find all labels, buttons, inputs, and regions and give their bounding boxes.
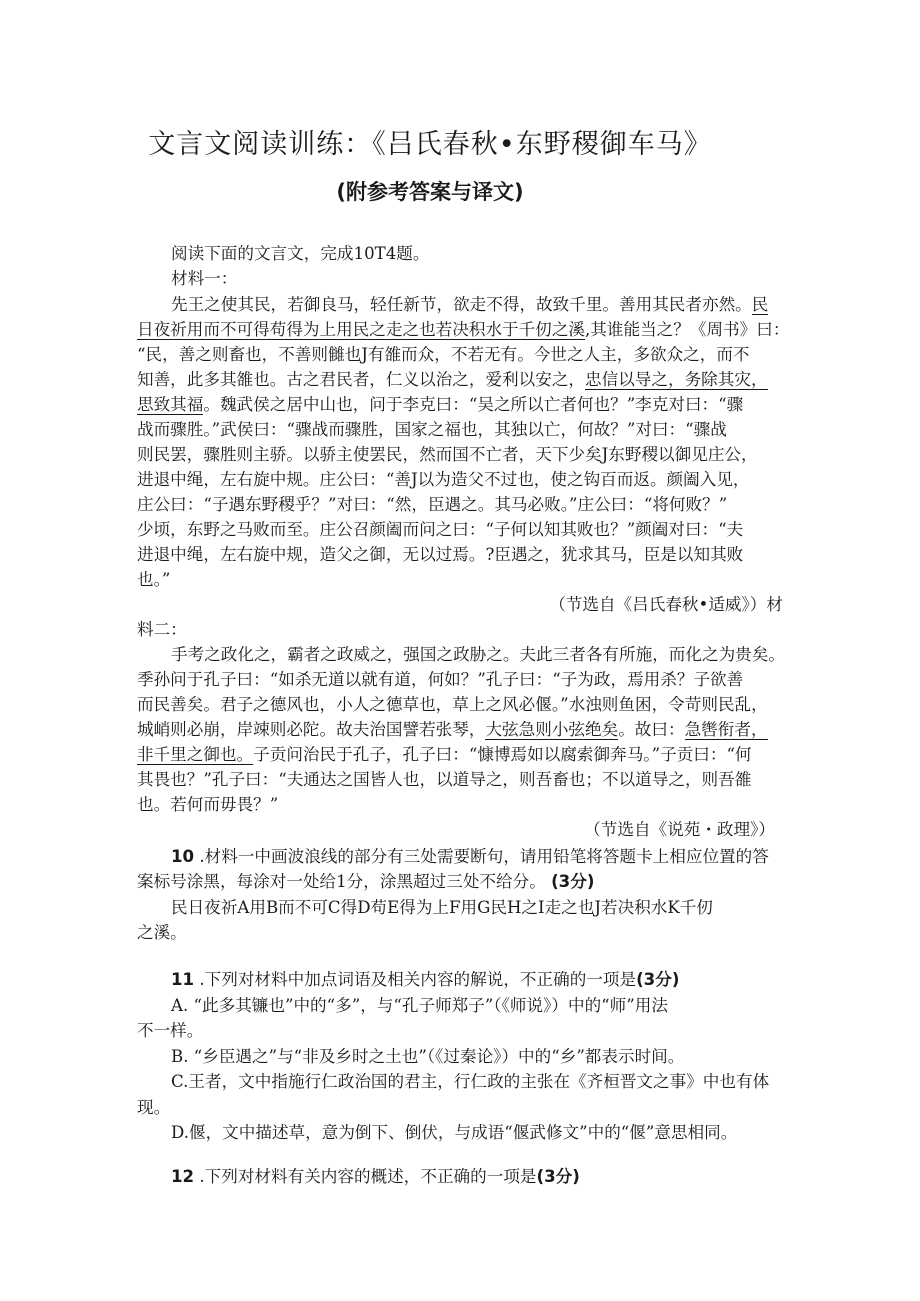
- m1-line: 思致其福。魏武侯之居中山也，问于李克曰：“吴之所以亡者何也？”李克对曰：“骤: [137, 395, 744, 414]
- m1-line: 庄公曰：“子遇东野稷乎？”对曰：“然，臣遇之。其马必败。”庄公曰：“将何败？”: [137, 495, 728, 514]
- option-c: C.王者，文中指施行仁政治国的君主，行仁政的主张在《齐桓晋文之事》中也有体: [171, 1072, 770, 1091]
- m1-line: 则民罢，骤胜则主骄。以骄主使罢民，然而国不亡者，天下少矣J东野稷以御见庄公，: [137, 445, 758, 464]
- m1-line: 日夜祈用而不可得苟得为上用民之走之也若决积水于千仞之溪,其谁能当之？《周书》曰：: [137, 320, 790, 339]
- m1-line: “民，善之则畜也，不善则雠也J有雒而众，不若无有。今世之人主，多欲众之，而不: [137, 345, 750, 364]
- option-c-cont: 现。: [137, 1098, 171, 1117]
- document-subtitle: (附参考答案与译文): [336, 180, 524, 204]
- m1-line: 也。”: [137, 570, 171, 589]
- m1-line: 少顷，东野之马败而至。庄公召颜阖而问之曰：“子何以知其败也？”颜阖对曰：“夫: [137, 520, 744, 539]
- m2-line: 而民善矣。君子之德风也，小人之德草也，草上之风必偃。”水浊则鱼困，令苛则民乱，: [137, 695, 768, 714]
- question-10: 10 .材料一中画波浪线的部分有三处需要断句，请用铅笔将答题卡上相应位置的答: [171, 847, 769, 866]
- wavy-underline-passage: 日夜祈用而不可得苟得为上用民之走之也若决积水于千仞之溪: [137, 320, 586, 339]
- question-11: 11 .下列对材料中加点词语及相关内容的解说，不正确的一项是(3分): [171, 970, 680, 989]
- option-d: D.偃，文中描述草，意为倒下、倒伏，与成语“偃武修文”中的“偃”意思相同。: [171, 1123, 738, 1142]
- question-12: 12 .下列对材料有关内容的概述，不正确的一项是(3分): [171, 1167, 580, 1186]
- m2-line: 其畏也？”孔子曰：“夫通达之国皆人也，以道导之，则吾畜也；不以道导之，则吾雒: [137, 770, 752, 789]
- intro-line: 阅读下面的文言文，完成10T4题。: [171, 244, 430, 263]
- material-two-label: 料二：: [137, 620, 187, 639]
- document-title: 文言文阅读训练：《吕氏春秋•东野稷御车马》: [148, 129, 712, 160]
- m1-source: （节选自《吕氏春秋•适威》）材: [549, 595, 783, 614]
- m1-line: 先王之使其民，若御良马，轻任新节，欲走不得，故致千里。善用其民者亦然。民: [171, 295, 769, 314]
- m1-line: 战而骤胜。”武侯曰：“骤战而骤胜，国家之福也，其独以亡，何故？”对曰：“骤战: [137, 420, 727, 439]
- option-b: B. “乡臣遇之”与“非及乡时之土也”（《过秦论》）中的“乡”都表示时间。: [171, 1047, 685, 1066]
- question-10-sentence: 民日夜祈A用B而不可C得D苟E得为上F用G民H之I走之也J若决积水K千仞: [171, 898, 713, 917]
- m2-line: 也。若何而毋畏？”: [137, 795, 279, 814]
- option-a: A. “此多其镰也”中的“多”，与“孔子师郑子”（《师说》）中的“师”用法: [171, 996, 668, 1015]
- option-a-cont: 不一样。: [137, 1021, 204, 1040]
- m1-line: 知善，此多其雒也。古之君民者，仁义以治之，爱利以安之，忠信以导之，务除其灾，: [137, 370, 768, 389]
- m2-line: 城峭则必崩，岸竦则必陀。故夫治国譬若张琴，大弦急则小弦绝矣。故曰：急辔衔者，: [137, 720, 768, 739]
- m2-line: 季孙问于孔子曰：“如杀无道以就有道，何如？”孔子曰：“子为政，焉用杀？子欲善: [137, 670, 744, 689]
- m1-line: 进退中绳，左右旋中规，造父之御，无以过焉。?臣遇之，犹求其马，臣是以知其败: [137, 545, 744, 564]
- question-10-sentence-cont: 之溪。: [137, 923, 187, 942]
- m1-line: 进退中绳，左右旋中规。庄公曰：“善J以为造父不过也，使之钩百而返。颜阖入见，: [137, 470, 750, 489]
- material-one-label: 材料一：: [171, 269, 238, 288]
- m2-line: 非千里之御也。子贡问治民于孔子，孔子曰：“慷博焉如以腐索御奔马。”子贡曰：“何: [137, 745, 752, 764]
- m2-source: （节选自《说苑・政理》）: [584, 820, 775, 839]
- question-10-cont: 案标号涂黑，每涂对一处给1分，涂黑超过三处不给分。 (3分): [137, 872, 595, 891]
- m2-line: 手考之政化之，霸者之政威之，强国之政胁之。夫此三者各有所施，而化之为贵矣。: [171, 645, 785, 664]
